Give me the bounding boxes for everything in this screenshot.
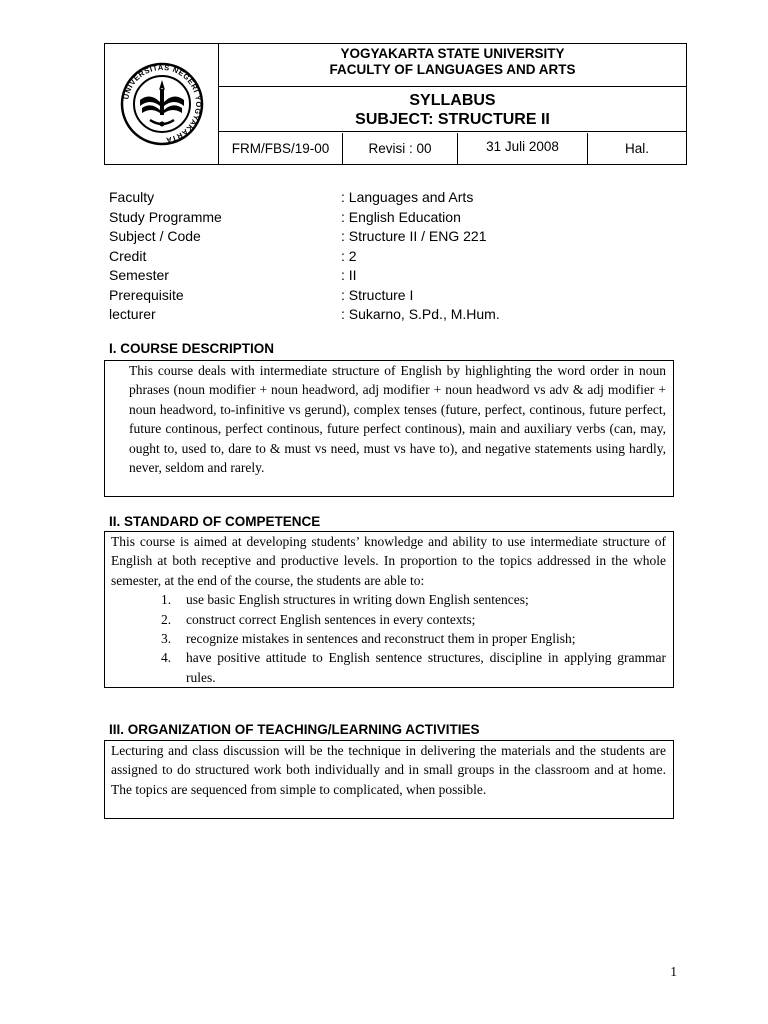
info-row-semester bbox=[109, 266, 669, 286]
info-row-study-programme bbox=[109, 208, 669, 228]
list-number: 3. bbox=[161, 631, 172, 647]
list-item bbox=[111, 590, 666, 609]
info-label: Subject / Code bbox=[109, 228, 201, 244]
course-description-heading: I. COURSE DESCRIPTION bbox=[109, 341, 275, 356]
info-label: Faculty bbox=[109, 189, 155, 205]
document-header bbox=[104, 43, 687, 165]
organization-box bbox=[104, 740, 674, 819]
revision: Revisi : 00 bbox=[343, 133, 458, 164]
course-info-list bbox=[109, 188, 669, 325]
university-name: YOGYAKARTA STATE UNIVERSITY bbox=[340, 46, 565, 61]
info-label: Credit bbox=[109, 247, 147, 264]
info-row-credit bbox=[109, 247, 669, 267]
info-row-faculty bbox=[109, 188, 669, 208]
form-meta-row bbox=[219, 133, 686, 164]
page-label: Hal. bbox=[624, 141, 649, 156]
info-value: : Languages and Arts bbox=[341, 189, 474, 205]
list-text: recognize mistakes in sentences and reconstruct them in proper English; bbox=[186, 631, 576, 647]
faculty-name: FACULTY OF LANGUAGES AND ARTS bbox=[329, 62, 576, 77]
competence-list bbox=[111, 590, 666, 687]
list-item bbox=[111, 610, 666, 629]
info-value: : Structure I bbox=[341, 286, 414, 303]
syllabus-title-cell bbox=[219, 88, 686, 132]
competence-intro: This course is aimed at developing students’ knowledge and ability to use intermediate structure of English at both receptive and productive levels. In proportion to the topics addressed in the whole semester, at the end of the course, the students are able to: bbox=[111, 534, 666, 588]
list-number: 1. bbox=[161, 592, 172, 608]
list-number: 2. bbox=[161, 611, 172, 627]
form-code: FRM/FBS/19-00 bbox=[219, 133, 343, 164]
standard-of-competence-box bbox=[104, 531, 674, 688]
info-value: : Structure II / ENG 221 bbox=[341, 228, 487, 244]
info-label: Prerequisite bbox=[109, 286, 184, 303]
info-label: lecturer bbox=[109, 306, 156, 322]
course-description-text: This course deals with intermediate structure of English by highlighting the word order in noun phrases (noun modifier + noun headword, adj modifier + noun headword vs adv & adj modifier + noun headword, to-infinitive vs gerund), complex tenses (future, perfect, continous, future perfect, future continous, perfect continous, future perfect continous), main and auxiliary verbs (can, may, ought to, used to, dare to & must vs need, must vs have to), and negative statements using hardly, never, seldom and rarely. bbox=[129, 363, 666, 476]
info-row-lecturer bbox=[109, 305, 669, 325]
university-seal-icon bbox=[120, 62, 204, 146]
logo-cell bbox=[105, 44, 219, 164]
list-text: use basic English structures in writing down English sentences; bbox=[186, 592, 529, 608]
info-value: : Sukarno, S.Pd., M.Hum. bbox=[341, 306, 500, 322]
university-name-cell bbox=[219, 44, 686, 87]
info-value: : II bbox=[341, 267, 357, 283]
syllabus-title: SYLLABUS bbox=[409, 92, 496, 109]
course-description-box bbox=[104, 360, 674, 497]
info-row-prerequisite bbox=[109, 286, 669, 306]
standard-of-competence-heading: II. STANDARD OF COMPETENCE bbox=[109, 514, 321, 529]
list-text: construct correct English sentences in every contexts; bbox=[186, 611, 476, 627]
organization-text: Lecturing and class discussion will be the technique in delivering the materials and the students are assigned to do structured work both individually and in small groups in the classroom and at home. The topics are sequenced from simple to complicated, when possible. bbox=[111, 743, 666, 797]
list-number: 4. bbox=[161, 650, 172, 666]
list-item bbox=[111, 629, 666, 648]
organization-heading: III. ORGANIZATION OF TEACHING/LEARNING ACTIVITIES bbox=[109, 722, 480, 737]
info-label: Study Programme bbox=[109, 208, 222, 225]
list-item bbox=[111, 648, 666, 687]
list-text: have positive attitude to English sentence structures, discipline in applying grammar rules. bbox=[186, 650, 666, 685]
info-value: : English Education bbox=[341, 208, 461, 225]
page-number: 1 bbox=[670, 964, 677, 979]
info-row-subject-code bbox=[109, 227, 669, 247]
info-value: : 2 bbox=[341, 247, 357, 264]
document-date: 31 Juli 2008 bbox=[458, 133, 588, 164]
info-label: Semester bbox=[109, 267, 169, 283]
svg-text:UNIVERSITAS NEGERI YOGYAKARTA: UNIVERSITAS NEGERI YOGYAKARTA bbox=[120, 62, 203, 145]
subject-title: SUBJECT: STRUCTURE II bbox=[355, 111, 550, 128]
